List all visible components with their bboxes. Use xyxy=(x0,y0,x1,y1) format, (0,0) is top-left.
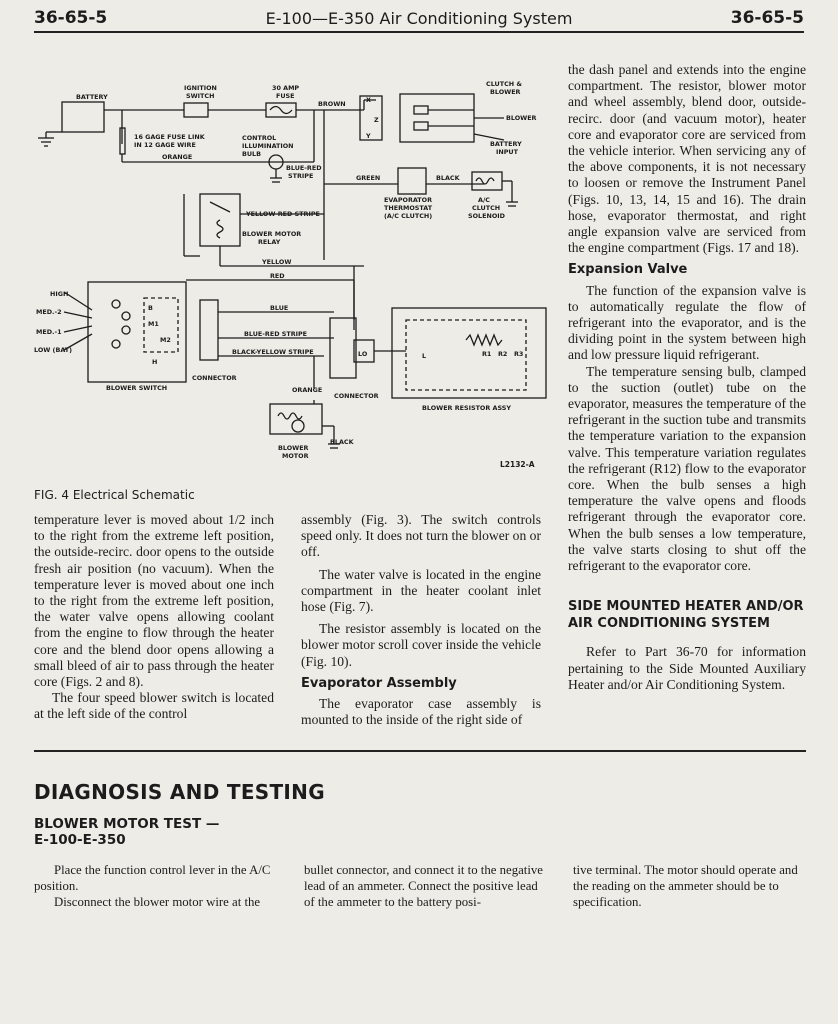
subheading-blower-test: BLOWER MOTOR TEST — xyxy=(34,816,220,832)
label-med1: MED.-1 xyxy=(36,328,62,336)
label-clutch2: CLUTCH xyxy=(472,204,501,212)
label-brown: BROWN xyxy=(318,100,346,108)
label-illumination: ILLUMINATION xyxy=(242,142,294,150)
left-para-1: temperature lever is moved about 1/2 inch to the right from the extreme left position, the outside-recirc. door opens to the outside fresh air position (no vacuum). When the temperature lever is moved about one inch to the right from the extreme left position, the water valve opens allowing coolant from the engine to flow through the heater core and the blend door opens allowing a small bleed of air to pass through the heater core (Figs. 2 and 8). xyxy=(34,512,274,690)
label-blower-motor: BLOWER xyxy=(278,444,309,452)
label-ac: A/C xyxy=(478,196,490,204)
label-m2: M2 xyxy=(160,336,171,344)
label-solenoid: SOLENOID xyxy=(468,212,505,220)
page-number-left: 36-65-5 xyxy=(34,8,108,28)
label-orange2: ORANGE xyxy=(292,386,323,394)
label-blue: BLUE xyxy=(270,304,289,312)
mid-para-3: The resistor assembly is located on the blower motor scroll cover inside the vehicle (Fig. 10). xyxy=(301,621,541,669)
label-orange: ORANGE xyxy=(162,153,193,161)
label-green: GREEN xyxy=(356,174,381,182)
label-ignition: IGNITION xyxy=(184,84,217,92)
left-column xyxy=(34,512,274,723)
page-number-right: 36-65-5 xyxy=(730,8,804,28)
label-yellow: YELLOW xyxy=(262,258,292,266)
bottom-c3-para-1: tive terminal. The motor should operate and the reading on the ammeter should be to specification. xyxy=(573,863,798,909)
label-evaporator: EVAPORATOR xyxy=(384,196,433,204)
right-para-1: the dash panel and extends into the engine compartment. The resistor, blower motor and wheel assembly, blend door, outside-recirc. door (and vacuum motor), heater core and evaporator core are serviced from the vehicle interior. When servicing any of the above components, it is not necessary to loosen or remove the Instrument Panel (Figs. 10, 13, 14, 15 and 16). The drain hose, evaporator thermostat, and right angle expansion valve are serviced from the engine compartment (Figs. 17 and 18). xyxy=(568,62,806,256)
label-resistor-assy: BLOWER RESISTOR ASSY xyxy=(422,404,512,412)
heading-evaporator-assembly: Evaporator Assembly xyxy=(301,675,457,691)
label-black: BLACK xyxy=(436,174,460,182)
label-r1: R1 xyxy=(482,350,492,358)
mid-para-4: The evaporator case assembly is mounted to the inside of the right side of xyxy=(301,696,541,728)
label-low: LOW (BAT) xyxy=(34,346,73,354)
right-para-2: The function of the expansion valve is to automatically regulate the flow of refrigerant into the evaporator, and is the dividing point in the system between high and low pressure liquid refrigerant. xyxy=(568,282,806,363)
label-blue-red: BLUE-RED xyxy=(286,164,322,172)
right-column xyxy=(568,62,806,693)
label-h: H xyxy=(152,358,158,366)
label-r3: R3 xyxy=(514,350,524,358)
label-relay2: RELAY xyxy=(258,238,281,246)
label-yellow-red: YELLOW-RED STRIPE xyxy=(246,210,320,218)
label-blower-switch: BLOWER SWITCH xyxy=(106,384,168,392)
running-title: E-100—E-350 Air Conditioning System xyxy=(265,9,573,28)
header-rule xyxy=(34,31,804,33)
bottom-c1-para-2: Disconnect the blower motor wire at the xyxy=(54,895,261,909)
label-fuse-amp: 30 AMP xyxy=(272,84,300,92)
label-battery: BATTERY xyxy=(76,93,108,101)
figure-caption: FIG. 4 Electrical Schematic xyxy=(34,488,195,502)
battery-symbol xyxy=(62,102,104,132)
right-para-4: Refer to Part 36-70 for information pertaining to the Side Mounted Auxiliary Heater and/or Air Conditioning System. xyxy=(568,644,806,692)
heading-side-mounted-1: SIDE MOUNTED HEATER AND/OR xyxy=(568,599,804,615)
bottom-column-1 xyxy=(34,862,278,910)
label-x: X xyxy=(366,96,371,104)
label-gage-wire: IN 12 GAGE WIRE xyxy=(134,141,196,149)
label-clutch-blower: BLOWER xyxy=(490,88,521,96)
label-med2: MED.-2 xyxy=(36,308,62,316)
label-stripe: STRIPE xyxy=(288,172,314,180)
label-relay: BLOWER MOTOR xyxy=(242,230,302,238)
right-para-3: The temperature sensing bulb, clamped to the suction (outlet) tube on the evaporator, measures the temperature of the refrigerant in the suction tube and transmits the temperature variation to the expansion valve. This temperature variation regulates the refrigerant (R12) flow to the evaporator core. When the bulb senses a high temperature the valve opens and floods refrigerant through the evaporator core. When the bulb senses a low temperature, the valve starts closing to shut off the refrigerant to the evaporator core. xyxy=(568,363,806,574)
label-high: HIGH xyxy=(50,290,69,298)
label-clutch: CLUTCH & xyxy=(486,80,522,88)
label-connector2: CONNECTOR xyxy=(334,392,379,400)
section-rule xyxy=(34,750,806,752)
label-b: B xyxy=(148,304,153,312)
label-connector: CONNECTOR xyxy=(192,374,237,382)
label-black-yellow: BLACK-YELLOW STRIPE xyxy=(232,348,314,356)
label-input: INPUT xyxy=(496,148,518,156)
label-control: CONTROL xyxy=(242,134,277,142)
label-motor: MOTOR xyxy=(282,452,309,460)
heading-side-mounted-2: AIR CONDITIONING SYSTEM xyxy=(568,616,770,632)
label-r2: R2 xyxy=(498,350,508,358)
label-black2: BLACK xyxy=(330,438,354,446)
label-m1: M1 xyxy=(148,320,159,328)
mid-para-2: The water valve is located in the engine compartment in the heater coolant inlet hose (Fig. 7). xyxy=(301,566,541,615)
subheading-models: E-100-E-350 xyxy=(34,832,126,848)
bottom-column-3 xyxy=(573,862,809,910)
label-red: RED xyxy=(270,272,285,280)
label-ac-clutch: (A/C CLUTCH) xyxy=(384,212,433,220)
heading-expansion-valve: Expansion Valve xyxy=(568,262,688,278)
label-battery-input: BATTERY xyxy=(490,140,522,148)
section-title-diagnosis: DIAGNOSIS AND TESTING xyxy=(34,780,325,804)
label-lo: LO xyxy=(358,350,368,358)
label-blower: BLOWER xyxy=(506,114,537,122)
mid-para-1: assembly (Fig. 3). The switch controls speed only. It does not turn the blower on or off. xyxy=(301,512,541,560)
label-blue-red-stripe: BLUE-RED STRIPE xyxy=(244,330,308,338)
label-bulb: BULB xyxy=(242,150,262,158)
middle-column xyxy=(301,512,541,728)
label-thermostat: THERMOSTAT xyxy=(384,204,433,212)
label-fuse: FUSE xyxy=(276,92,295,100)
bottom-column-2 xyxy=(304,862,546,910)
label-fuse-link: 16 GAGE FUSE LINK xyxy=(134,133,205,141)
label-l: L xyxy=(422,352,427,360)
label-z: Z xyxy=(374,116,379,124)
bottom-c2-para-1: bullet connector, and connect it to the negative lead of an ammeter. Connect the positive lead of the ammeter to the battery posi- xyxy=(304,863,543,909)
bottom-c1-para-1: Place the function control lever in the A/C position. xyxy=(34,863,271,893)
label-y: Y xyxy=(366,132,371,140)
label-switch: SWITCH xyxy=(186,92,215,100)
electrical-schematic xyxy=(34,60,554,480)
figure-code: L2132-A xyxy=(500,460,535,469)
left-para-2: The four speed blower switch is located at the left side of the control xyxy=(34,690,274,722)
